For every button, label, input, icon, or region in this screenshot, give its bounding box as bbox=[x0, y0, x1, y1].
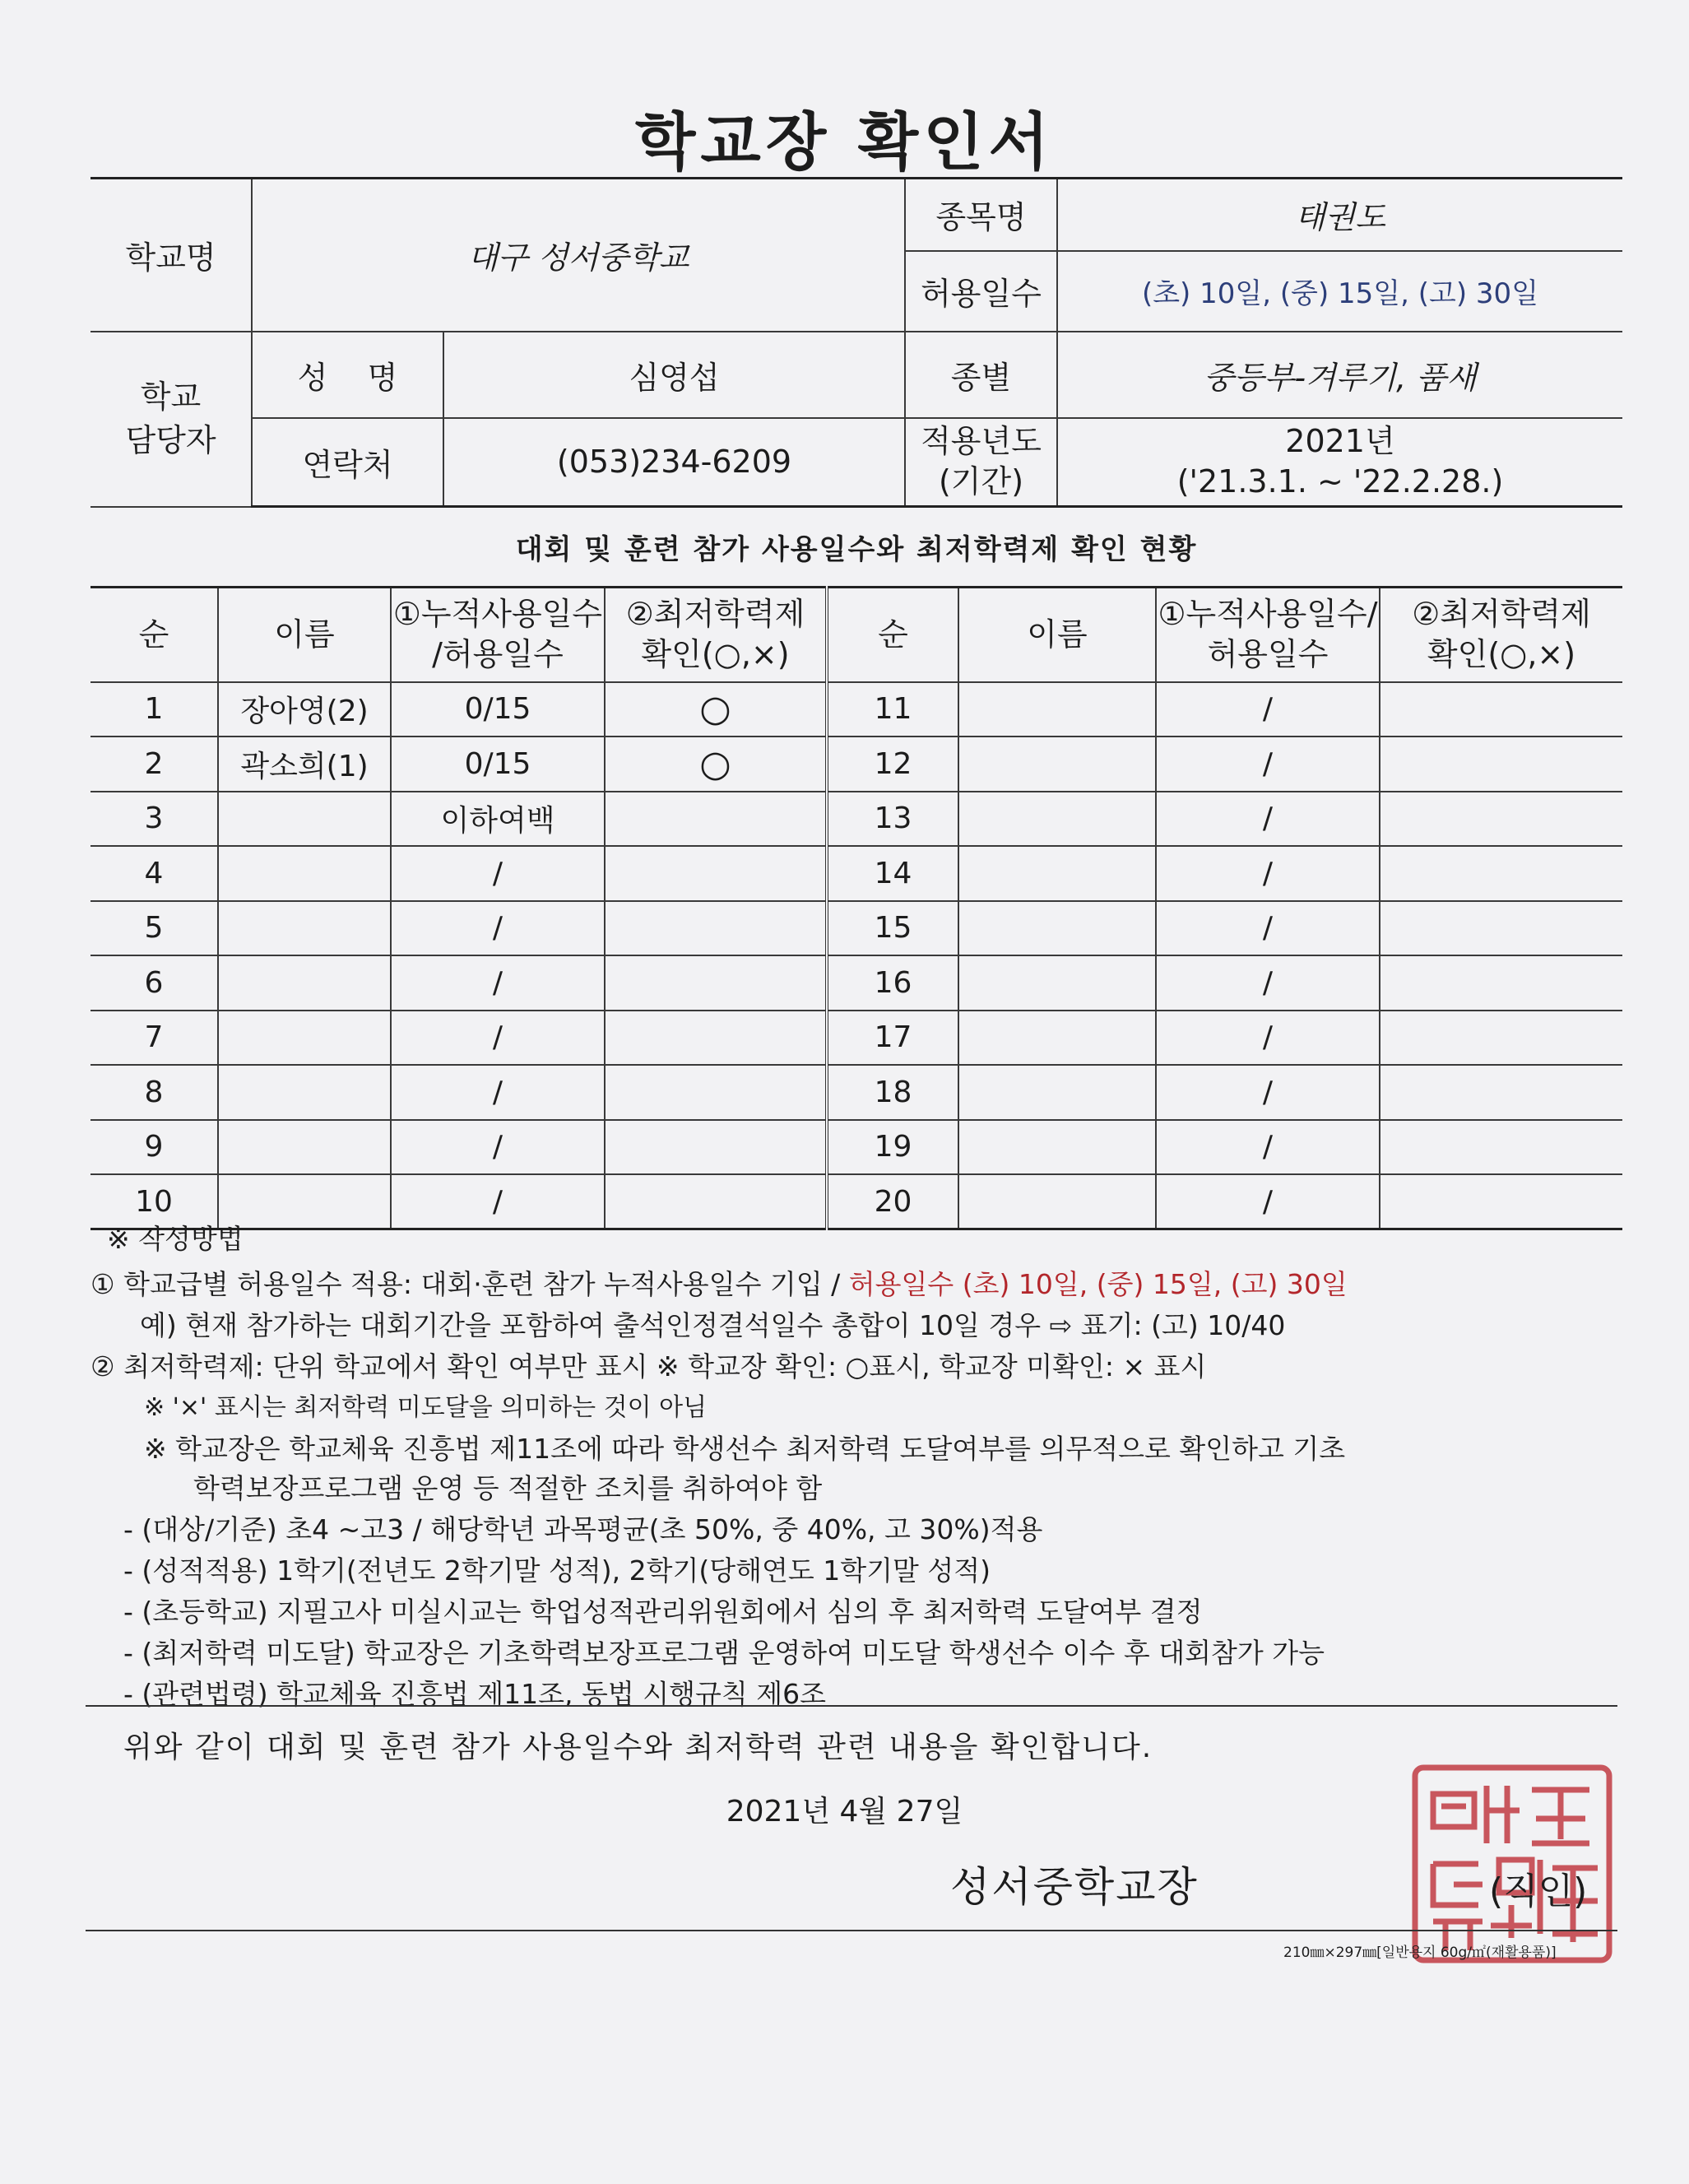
row-days: 이하여백 bbox=[391, 792, 605, 847]
row-days: / bbox=[1156, 1065, 1380, 1120]
confirmation-text: 위와 같이 대회 및 훈련 참가 사용일수와 최저학력 관련 내용을 확인합니다. bbox=[123, 1731, 1153, 1764]
table-row bbox=[90, 1120, 1622, 1175]
row-name bbox=[218, 846, 391, 901]
row-check bbox=[1380, 901, 1622, 956]
event-value: 중등부-겨루기, 품새 bbox=[1057, 332, 1622, 418]
row-seq: 15 bbox=[827, 901, 958, 956]
row-seq: 19 bbox=[827, 1120, 958, 1175]
row-seq: 5 bbox=[90, 901, 218, 956]
row-days: / bbox=[1156, 901, 1380, 956]
row-name bbox=[958, 955, 1156, 1011]
row-days: / bbox=[1156, 1120, 1380, 1175]
row-check bbox=[605, 955, 827, 1011]
school-info-table bbox=[90, 177, 1622, 508]
row-seq: 14 bbox=[827, 846, 958, 901]
row-check bbox=[1380, 1120, 1622, 1175]
row-seq: 3 bbox=[90, 792, 218, 847]
row-seq: 6 bbox=[90, 955, 218, 1011]
table-row bbox=[90, 1011, 1622, 1066]
row-check: ○ bbox=[605, 737, 827, 792]
row-days: / bbox=[391, 1065, 605, 1120]
sport-label: 종목명 bbox=[905, 179, 1057, 251]
row-seq: 7 bbox=[90, 1011, 218, 1066]
row-seq: 10 bbox=[90, 1174, 218, 1229]
row-seq: 11 bbox=[827, 682, 958, 737]
row-name: 장아영(2) bbox=[218, 682, 391, 737]
row-name bbox=[218, 901, 391, 956]
row-days: / bbox=[391, 901, 605, 956]
row-days: / bbox=[391, 846, 605, 901]
row-name bbox=[958, 1065, 1156, 1120]
row-name bbox=[958, 901, 1156, 956]
row-seq: 8 bbox=[90, 1065, 218, 1120]
year-value: 2021년 bbox=[1285, 422, 1395, 459]
row-name bbox=[218, 1174, 391, 1229]
school-name-value: 대구 성서중학교 bbox=[252, 179, 905, 332]
instruction-line-2: 예) 현재 참가하는 대회기간을 포함하여 출석인정결석일수 총합이 10일 경우 ⇨ 표기: (고) 10/40 bbox=[140, 1309, 1286, 1341]
instructions-heading: ※ 작성방법 bbox=[107, 1223, 244, 1255]
row-seq: 20 bbox=[827, 1174, 958, 1229]
header-check: ②최저학력제 확인(○,×) bbox=[605, 588, 827, 682]
row-check bbox=[605, 846, 827, 901]
row-days: / bbox=[391, 1011, 605, 1066]
allowed-days-value: (초) 10일, (중) 15일, (고) 30일 bbox=[1057, 251, 1622, 332]
paper-spec: 210㎜×297㎜[일반용지 60g/㎡(재활용품)] bbox=[1283, 1945, 1557, 1961]
row-days: / bbox=[1156, 955, 1380, 1011]
row-seq: 16 bbox=[827, 955, 958, 1011]
allowed-days-highlight: 허용일수 (초) 10일, (중) 15일, (고) 30일 bbox=[848, 1268, 1348, 1300]
row-check bbox=[605, 792, 827, 847]
row-check bbox=[1380, 1174, 1622, 1229]
header-seq: 순 bbox=[827, 588, 958, 682]
name-label: 성 명 bbox=[252, 332, 443, 418]
row-name bbox=[218, 792, 391, 847]
instruction-line-6: 학력보장프로그램 운영 등 적절한 조치를 취하여야 함 bbox=[193, 1472, 823, 1504]
table-row bbox=[90, 682, 1622, 737]
student-status-table bbox=[90, 586, 1622, 1230]
year-label: 적용년도 (기간) bbox=[905, 418, 1057, 507]
row-check bbox=[1380, 1011, 1622, 1066]
row-check: ○ bbox=[605, 682, 827, 737]
confirmation-date: 2021년 4월 27일 bbox=[726, 1795, 963, 1829]
row-name bbox=[218, 1120, 391, 1175]
instruction-line-7: - (대상/기준) 초4 ~고3 / 해당학년 과목평균(초 50%, 중 40%, 고 30%)적용 bbox=[123, 1513, 1043, 1545]
row-seq: 1 bbox=[90, 682, 218, 737]
row-seq: 9 bbox=[90, 1120, 218, 1175]
row-days: / bbox=[1156, 737, 1380, 792]
table-row bbox=[90, 1065, 1622, 1120]
row-name bbox=[958, 1011, 1156, 1066]
instruction-line-10: - (최저학력 미도달) 학교장은 기초학력보장프로그램 운영하여 미도달 학생선수 이수 후 대회참가 가능 bbox=[123, 1637, 1325, 1669]
principal-title: 성서중학교장 bbox=[950, 1863, 1199, 1911]
table-row bbox=[90, 792, 1622, 847]
row-days: / bbox=[1156, 682, 1380, 737]
divider-bottom bbox=[86, 1930, 1617, 1931]
row-check bbox=[1380, 955, 1622, 1011]
row-name bbox=[958, 846, 1156, 901]
row-seq: 2 bbox=[90, 737, 218, 792]
table-header-row bbox=[90, 588, 1622, 682]
row-check bbox=[1380, 792, 1622, 847]
sport-value: 태권도 bbox=[1057, 179, 1622, 251]
divider-top bbox=[86, 1705, 1617, 1707]
row-days: / bbox=[1156, 1174, 1380, 1229]
table-row bbox=[90, 955, 1622, 1011]
row-days: / bbox=[1156, 846, 1380, 901]
row-seq: 12 bbox=[827, 737, 958, 792]
row-seq: 18 bbox=[827, 1065, 958, 1120]
row-name bbox=[218, 955, 391, 1011]
row-days: / bbox=[391, 1174, 605, 1229]
year-cell bbox=[1057, 418, 1622, 507]
school-name-label: 학교명 bbox=[90, 179, 252, 332]
instruction-line-4: ※ '×' 표시는 최저학력 미도달을 의미하는 것이 아님 bbox=[144, 1393, 708, 1422]
row-days: / bbox=[1156, 1011, 1380, 1066]
row-name bbox=[958, 1120, 1156, 1175]
seal-label: (직인) bbox=[1489, 1870, 1588, 1912]
contact-value: (053)234-6209 bbox=[443, 418, 905, 507]
header-name: 이름 bbox=[958, 588, 1156, 682]
row-seq: 4 bbox=[90, 846, 218, 901]
header-name: 이름 bbox=[218, 588, 391, 682]
row-check bbox=[605, 1011, 827, 1066]
instruction-line-5: ※ 학교장은 학교체육 진흥법 제11조에 따라 학생선수 최저학력 도달여부를 의무적으로 확인하고 기초 bbox=[144, 1433, 1346, 1465]
row-days: 0/15 bbox=[391, 682, 605, 737]
row-days: / bbox=[1156, 792, 1380, 847]
row-days: / bbox=[391, 955, 605, 1011]
row-check bbox=[605, 1065, 827, 1120]
header-seq: 순 bbox=[90, 588, 218, 682]
row-check bbox=[605, 1174, 827, 1229]
manager-label: 학교 담당자 bbox=[90, 332, 252, 507]
header-check: ②최저학력제 확인(○,×) bbox=[1380, 588, 1622, 682]
row-check bbox=[1380, 846, 1622, 901]
allowed-days-label: 허용일수 bbox=[905, 251, 1057, 332]
row-name bbox=[958, 737, 1156, 792]
row-seq: 13 bbox=[827, 792, 958, 847]
table-row bbox=[90, 846, 1622, 901]
header-days: ①누적사용일수 /허용일수 bbox=[391, 588, 605, 682]
row-check bbox=[605, 901, 827, 956]
instruction-line-11: - (관련법령) 학교체육 진흥법 제11조, 동법 시행규칙 제6조 bbox=[123, 1678, 826, 1710]
instruction-line-8: - (성적적용) 1학기(전년도 2학기말 성적), 2학기(당해연도 1학기말 성적) bbox=[123, 1554, 991, 1587]
period-value: ('21.3.1. ~ '22.2.28.) bbox=[1176, 463, 1504, 500]
row-check bbox=[1380, 682, 1622, 737]
instruction-line-1 bbox=[90, 1263, 1348, 1302]
row-name bbox=[958, 682, 1156, 737]
row-days: / bbox=[391, 1120, 605, 1175]
row-seq: 17 bbox=[827, 1011, 958, 1066]
document-title: 학교장 확인서 bbox=[635, 105, 1054, 179]
row-name bbox=[218, 1011, 391, 1066]
instruction-line-1a: ① 학교급별 허용일수 적용: 대회·훈련 참가 누적사용일수 기입 / bbox=[90, 1268, 849, 1300]
row-name bbox=[958, 1174, 1156, 1229]
instruction-line-3: ② 최저학력제: 단위 학교에서 확인 여부만 표시 ※ 학교장 확인: ○표시, 학교장 미확인: × 표시 bbox=[90, 1350, 1207, 1382]
status-heading: 대회 및 훈련 참가 사용일수와 최저학력제 확인 현황 bbox=[515, 533, 1198, 566]
table-row bbox=[90, 737, 1622, 792]
instruction-line-9: - (초등학교) 지필고사 미실시교는 학업성적관리위원회에서 심의 후 최저학력 도달여부 결정 bbox=[123, 1596, 1203, 1628]
row-name bbox=[958, 792, 1156, 847]
manager-name: 심영섭 bbox=[443, 332, 905, 418]
header-days: ①누적사용일수/ 허용일수 bbox=[1156, 588, 1380, 682]
row-check bbox=[1380, 737, 1622, 792]
row-name bbox=[218, 1065, 391, 1120]
contact-label: 연락처 bbox=[252, 418, 443, 507]
event-label: 종별 bbox=[905, 332, 1057, 418]
row-check bbox=[1380, 1065, 1622, 1120]
row-name: 곽소희(1) bbox=[218, 737, 391, 792]
table-row bbox=[90, 901, 1622, 956]
row-days: 0/15 bbox=[391, 737, 605, 792]
row-check bbox=[605, 1120, 827, 1175]
table-row bbox=[90, 1174, 1622, 1229]
